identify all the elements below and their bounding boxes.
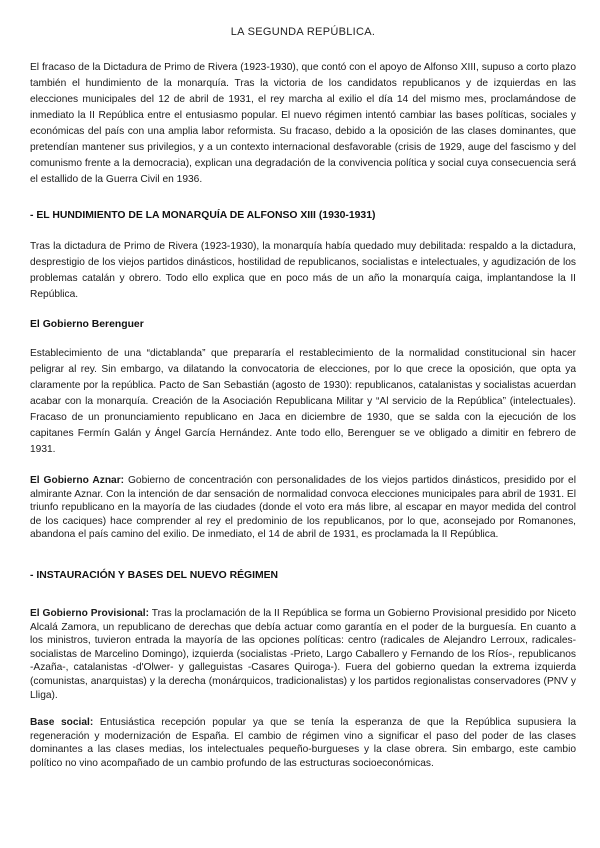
monarchy-collapse-paragraph: Tras la dictadura de Primo de Rivera (1923-1930), la monarquía había quedado muy debilitada: respaldo a la dictadura, desprestigio de los viejos partidos dinásticos, hostilidad de republicanos, socialistas e intelectuales, y agudización de los problemas catalán y obrero. Todo ello explica que en poco más de un año la monarquía caiga, implantandose la II República. [30, 241, 576, 300]
aznar-paragraph [30, 474, 576, 542]
social-lead: Base social: [30, 717, 94, 729]
aznar-lead: El Gobierno Aznar: [30, 475, 125, 486]
provisional-government-paragraph [30, 607, 576, 702]
provisional-lead: El Gobierno Provisional: [30, 607, 150, 619]
page-title: LA SEGUNDA REPÚBLICA. [230, 26, 376, 38]
section-heading-monarchy-collapse: - EL HUNDIMIENTO DE LA MONARQUÍA DE ALFONSO XIII (1930-1931) [30, 210, 376, 221]
berenguer-paragraph: Establecimiento de una “dictablanda” que prepararía el restablecimiento de la normalidad constitucional sin hacer peligrar al rey. Sin embargo, va dilatando la convocatoria de elecciones, por lo que crece la oposición, que opta ya claramente por la república. Pacto de San Sebastián (agosto de 1930): republicanos, catalanistas y socialistas acuerdan acabar con la monarquía. Creación de la Asociación Republicana Militar y “Al servicio de la República” (intelectuales). Fracaso de un pronunciamiento republicano en Jaca en diciembre de 1930, que se salda con la ejecución de los capitanes Fermín Galán y Ángel García Hernández. Ante todo ello, Berenguer se ve obligado a dimitir en febrero de 1931. [30, 348, 576, 455]
social-text: Entusiástica recepción popular ya que se tenía la esperanza de que la República supusiera la regeneración y modernización de España. El cambio de régimen vino a significar el paso del poder de las clases dominantes a las clases medias, los intelectuales pequeño-burgueses y la clase obrera. Sin embargo, este cambio político no vino acompañado de un cambio profundo de las estructuras socioeconómicas. [30, 717, 576, 769]
subheading-berenguer: El Gobierno Berenguer [30, 319, 144, 330]
aznar-text: Gobierno de concentración con personalidades de los viejos partidos dinásticos, presidido por el almirante Aznar. Con la intención de dar sensación de normalidad convoca elecciones municipales para abril de 1931. El triunfo republicano en la mayoría de las ciudades (donde el voto era más libre, al escapar en mayor medida del control de los caciques) hace comprender al rey el predominio de los republicanos, por lo que, aconsejado por Romanones, abandona el país camino del exilio. De inmediato, el 14 de abril de 1931, es proclamada la II República. [30, 475, 576, 541]
section-heading-new-regime: - INSTAURACIÓN Y BASES DEL NUEVO RÉGIMEN [30, 569, 279, 581]
social-base-paragraph [30, 716, 576, 770]
provisional-text: Tras la proclamación de la II República se forma un Gobierno Provisional presidido por Niceto Alcalá Zamora, un republicano de derechas que debía actuar como garantía en el poder de la burguesía. En cuanto a los ministros, tuvieron entrada la mayoría de las opciones políticas: centro (radicales de Alejandro Lerroux, radicales-socialistas de Marcelino Domingo), izquierda (socialistas -Prieto, Largo Caballero y Fernando de los Ríos-, republicanos -Azaña-, catalanistas -d'Olwer- y galleguistas -Casares Quiroga-). Fuera del gobierno quedan la extrema izquierda (comunistas, anarquistas) y la derecha (monárquicos, tradicionalistas) y los partidos regionalistas conservadores (PNV y Lliga). [30, 607, 577, 701]
intro-paragraph: El fracaso de la Dictadura de Primo de Rivera (1923-1930), que contó con el apoyo de Alfonso XIII, supuso a corto plazo también el hundimiento de la monarquía. Tras la victoria de los candidatos republicanos y de izquierdas en las elecciones municipales del 12 de abril de 1931, el rey marcha al exilio el día 14 del mismo mes, proclamándose de inmediato la II República entre el entusiasmo popular. El nuevo régimen intentó cambiar las bases políticas, sociales y económicas del país con una amplia labor reformista. Su fracaso, debido a la oposición de las clases dominantes, que pretendían mantener sus privilegios, y a un contexto internacional desfavorable (crisis de 1929, auge del fascismo y del comunismo frente a la democracia), explican una degradación de la convivencia política y social cuya consecuencia será el estallido de la Guerra Civil en 1936. [30, 62, 576, 185]
